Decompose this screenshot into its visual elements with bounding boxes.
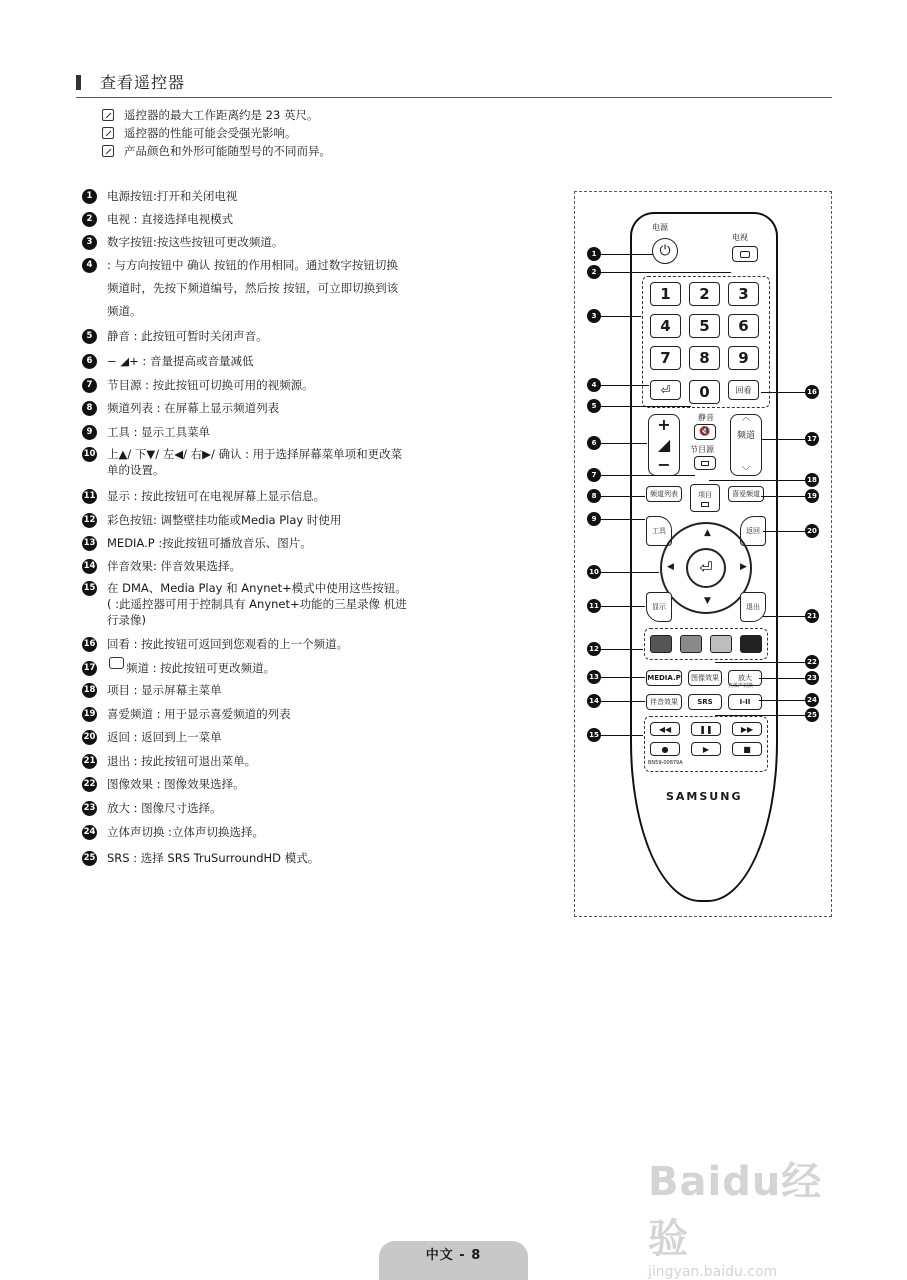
list-item: 24 立体声切换 :立体声切换选择。 xyxy=(83,825,265,839)
red-color-button xyxy=(650,635,672,653)
fast-forward-button: ▶▶ xyxy=(732,722,762,736)
prech-button: 回看 xyxy=(728,380,759,400)
volume-rocker: + ◢ − xyxy=(648,414,680,476)
pause-button: ❚❚ xyxy=(691,722,721,736)
mute-button: 🔇 xyxy=(694,424,716,440)
dpad-ring xyxy=(660,522,752,614)
list-item: 12 彩色按钮: 调整壁挂功能或Media Play 时使用 xyxy=(83,513,342,527)
notes-list xyxy=(102,106,331,160)
list-item: 8 频道列表 : 在屏幕上显示频道列表 xyxy=(82,397,407,420)
return-button: 返回 xyxy=(740,516,766,546)
digit-1-button: 1 xyxy=(650,282,681,306)
callout-3: 3 xyxy=(587,309,601,323)
tv-button xyxy=(732,246,758,262)
page-title: 查看遥控器 xyxy=(100,73,186,92)
callout-line xyxy=(761,392,805,393)
callout-22: 22 xyxy=(805,655,819,669)
blue-color-button xyxy=(740,635,762,653)
digit-4-button: 4 xyxy=(650,314,681,338)
p-mode-button: 图像效果 xyxy=(688,670,722,686)
chlist-button: 频道列表 xyxy=(646,486,682,502)
dual-label: 立体声切换 xyxy=(728,683,754,689)
callout-line xyxy=(601,406,691,407)
callout-line xyxy=(601,272,731,273)
list-item: 23 放大 : 图像尺寸选择。 xyxy=(83,801,222,815)
callout-line xyxy=(601,606,645,607)
callout-line xyxy=(709,480,805,481)
callout-line xyxy=(601,443,647,444)
callout-23: 23 xyxy=(805,671,819,685)
callout-11: 11 xyxy=(587,599,601,613)
mute-label: 静音 xyxy=(698,413,714,422)
list-item: 15 在 DMA、Media Play 和 Anynet+模式中使用这些按钮。( :此遥控器可用于控制具有 Anynet+功能的三星录像 机进行录像) xyxy=(83,581,407,627)
callout-line xyxy=(759,700,805,701)
list-item: 18 项目 : 显示屏幕主菜单 xyxy=(83,683,222,697)
digit-6-button: 6 xyxy=(728,314,759,338)
remote-body xyxy=(630,212,778,902)
list-item: 14 伴音效果: 伴音效果选择。 xyxy=(83,559,242,573)
callout-7: 7 xyxy=(587,468,601,482)
callout-2: 2 xyxy=(587,265,601,279)
callout-4: 4 xyxy=(587,378,601,392)
list-item: 10 上▲/ 下▼/ 左◀/ 右▶/ 确认 : 用于选择屏幕菜单项和更改菜单的设置。 xyxy=(83,447,403,477)
header-bar-mark xyxy=(76,75,81,90)
source-button xyxy=(694,456,716,470)
up-arrow-icon: ▲ xyxy=(704,528,711,538)
note-item: 产品颜色和外形可能随型号的不同而异。 xyxy=(102,142,331,160)
callout-line xyxy=(601,385,649,386)
play-button: ▶ xyxy=(691,742,721,756)
green-color-button xyxy=(680,635,702,653)
list-item: 7 节目源 : 按此按钮可切换可用的视频源。 xyxy=(82,374,407,397)
record-button: ● xyxy=(650,742,680,756)
enter-key-button: ⏎ xyxy=(650,380,681,400)
callout-24: 24 xyxy=(805,693,819,707)
callout-line xyxy=(601,519,645,520)
digit-3-button: 3 xyxy=(728,282,759,306)
callout-13: 13 xyxy=(587,670,601,684)
remote-illustration-panel xyxy=(574,191,832,917)
callout-16: 16 xyxy=(805,385,819,399)
callout-line xyxy=(763,531,805,532)
callout-line xyxy=(763,616,805,617)
list-item: 20 返回 : 返回到上一菜单 xyxy=(83,730,222,744)
stop-button: ■ xyxy=(732,742,762,756)
callout-19: 19 xyxy=(805,489,819,503)
note-icon xyxy=(102,127,114,139)
samsung-logo: SAMSUNG xyxy=(666,790,743,803)
list-item: 3 数字按钮:按这些按钮可更改频道。 xyxy=(82,231,407,254)
zoom-button: 放大 xyxy=(728,670,762,686)
watermark-url: jingyan.baidu.com xyxy=(648,1264,778,1280)
source-label: 节目源 xyxy=(690,445,714,454)
callout-line xyxy=(601,677,645,678)
menu-button: 项目 xyxy=(690,484,720,512)
enter-button: ⏎ xyxy=(686,548,726,588)
right-arrow-icon: ▶ xyxy=(740,562,747,572)
digit-8-button: 8 xyxy=(689,346,720,370)
watermark-brand: Baidu经验 xyxy=(648,1159,823,1262)
srs-button: SRS xyxy=(688,694,722,710)
note-icon xyxy=(102,145,114,157)
callout-line xyxy=(601,496,645,497)
callout-15: 15 xyxy=(587,728,601,742)
section-header xyxy=(76,70,832,98)
note-icon xyxy=(102,109,114,121)
list-item: 5 静音 : 此按钮可暂时关闭声音。 xyxy=(82,325,407,348)
list-item: 4 : 与方向按钮中 确认 按钮的作用相同。通过数字按钮切换频道时，先按下频道编号，然后按 按钮，可立即切换到该频道。 xyxy=(82,254,407,323)
digit-0-button: 0 xyxy=(689,380,720,404)
note-item: 遥控器的性能可能会受强光影响。 xyxy=(102,124,331,142)
callout-line xyxy=(601,316,641,317)
rewind-button: ◀◀ xyxy=(650,722,680,736)
digit-2-button: 2 xyxy=(689,282,720,306)
list-item: 1 电源按钮:打开和关闭电视 xyxy=(82,185,407,208)
digit-5-button: 5 xyxy=(689,314,720,338)
fav-ch-button: 喜爱频道 xyxy=(728,486,764,502)
callout-line xyxy=(759,678,805,679)
callout-12: 12 xyxy=(587,642,601,656)
callout-18: 18 xyxy=(805,473,819,487)
down-arrow-icon: ▼ xyxy=(704,596,711,606)
list-item: 11 显示 : 按此按钮可在电视屏幕上显示信息。 xyxy=(83,489,326,503)
page-number-tab: 中文 - 8 xyxy=(379,1241,528,1280)
callout-6: 6 xyxy=(587,436,601,450)
callout-line xyxy=(601,254,653,255)
callout-8: 8 xyxy=(587,489,601,503)
callout-1: 1 xyxy=(587,247,601,261)
callout-25: 25 xyxy=(805,708,819,722)
list-item: 9 工具 : 显示工具菜单 xyxy=(82,421,407,444)
callout-14: 14 xyxy=(587,694,601,708)
left-arrow-icon: ◀ xyxy=(667,562,674,572)
tv-label: 电视 xyxy=(732,233,748,242)
model-code: BN59-00879A xyxy=(648,760,683,766)
list-item: 19 喜爱频道 : 用于显示喜爱频道的列表 xyxy=(83,707,291,721)
list-item: 6 − ◢+ : 音量提高或音量减低 xyxy=(82,350,407,373)
list-item: 25 SRS : 选择 SRS TruSurroundHD 模式。 xyxy=(83,851,320,865)
ch-up-key-icon xyxy=(109,657,124,669)
list-item: 21 退出 : 按此按钮可退出菜单。 xyxy=(83,754,257,768)
channel-rocker: ︿ 频道 ﹀ xyxy=(730,414,762,476)
note-item: 遥控器的最大工作距离约是 23 英尺。 xyxy=(102,106,331,124)
baidu-watermark xyxy=(648,1150,858,1280)
callout-line xyxy=(601,572,659,573)
callout-line xyxy=(601,735,643,736)
callout-line xyxy=(601,701,645,702)
callout-10: 10 xyxy=(587,565,601,579)
info-button: 显示 xyxy=(646,592,672,622)
list-item: 22 图像效果 : 图像效果选择。 xyxy=(83,777,245,791)
list-item: 16 回看 : 按此按钮可返回到您观看的上一个频道。 xyxy=(83,637,349,651)
power-label: 电源 xyxy=(652,223,668,232)
callout-9: 9 xyxy=(587,512,601,526)
callout-line xyxy=(715,662,805,663)
callout-line xyxy=(761,496,805,497)
callout-20: 20 xyxy=(805,524,819,538)
dual-button: I-II xyxy=(728,694,762,710)
callout-17: 17 xyxy=(805,432,819,446)
callout-line xyxy=(761,439,805,440)
callout-21: 21 xyxy=(805,609,819,623)
power-button: ⏻ xyxy=(652,238,678,264)
list-item: 2 电视 : 直接选择电视模式 xyxy=(82,208,407,231)
digit-9-button: 9 xyxy=(728,346,759,370)
list-item: 17 频道 : 按此按钮可更改频道。 xyxy=(82,657,275,680)
callout-5: 5 xyxy=(587,399,601,413)
digit-7-button: 7 xyxy=(650,346,681,370)
callout-line xyxy=(715,715,805,716)
exit-button: 退出 xyxy=(740,592,766,622)
callout-line xyxy=(601,649,643,650)
yellow-color-button xyxy=(710,635,732,653)
tools-button: 工具 xyxy=(646,516,672,546)
s-mode-button: 伴音效果 xyxy=(646,694,682,710)
callout-line xyxy=(601,475,695,476)
media-p-button: MEDIA.P xyxy=(646,670,682,686)
list-item: 13 MEDIA.P :按此按钮可播放音乐、图片。 xyxy=(83,536,312,550)
